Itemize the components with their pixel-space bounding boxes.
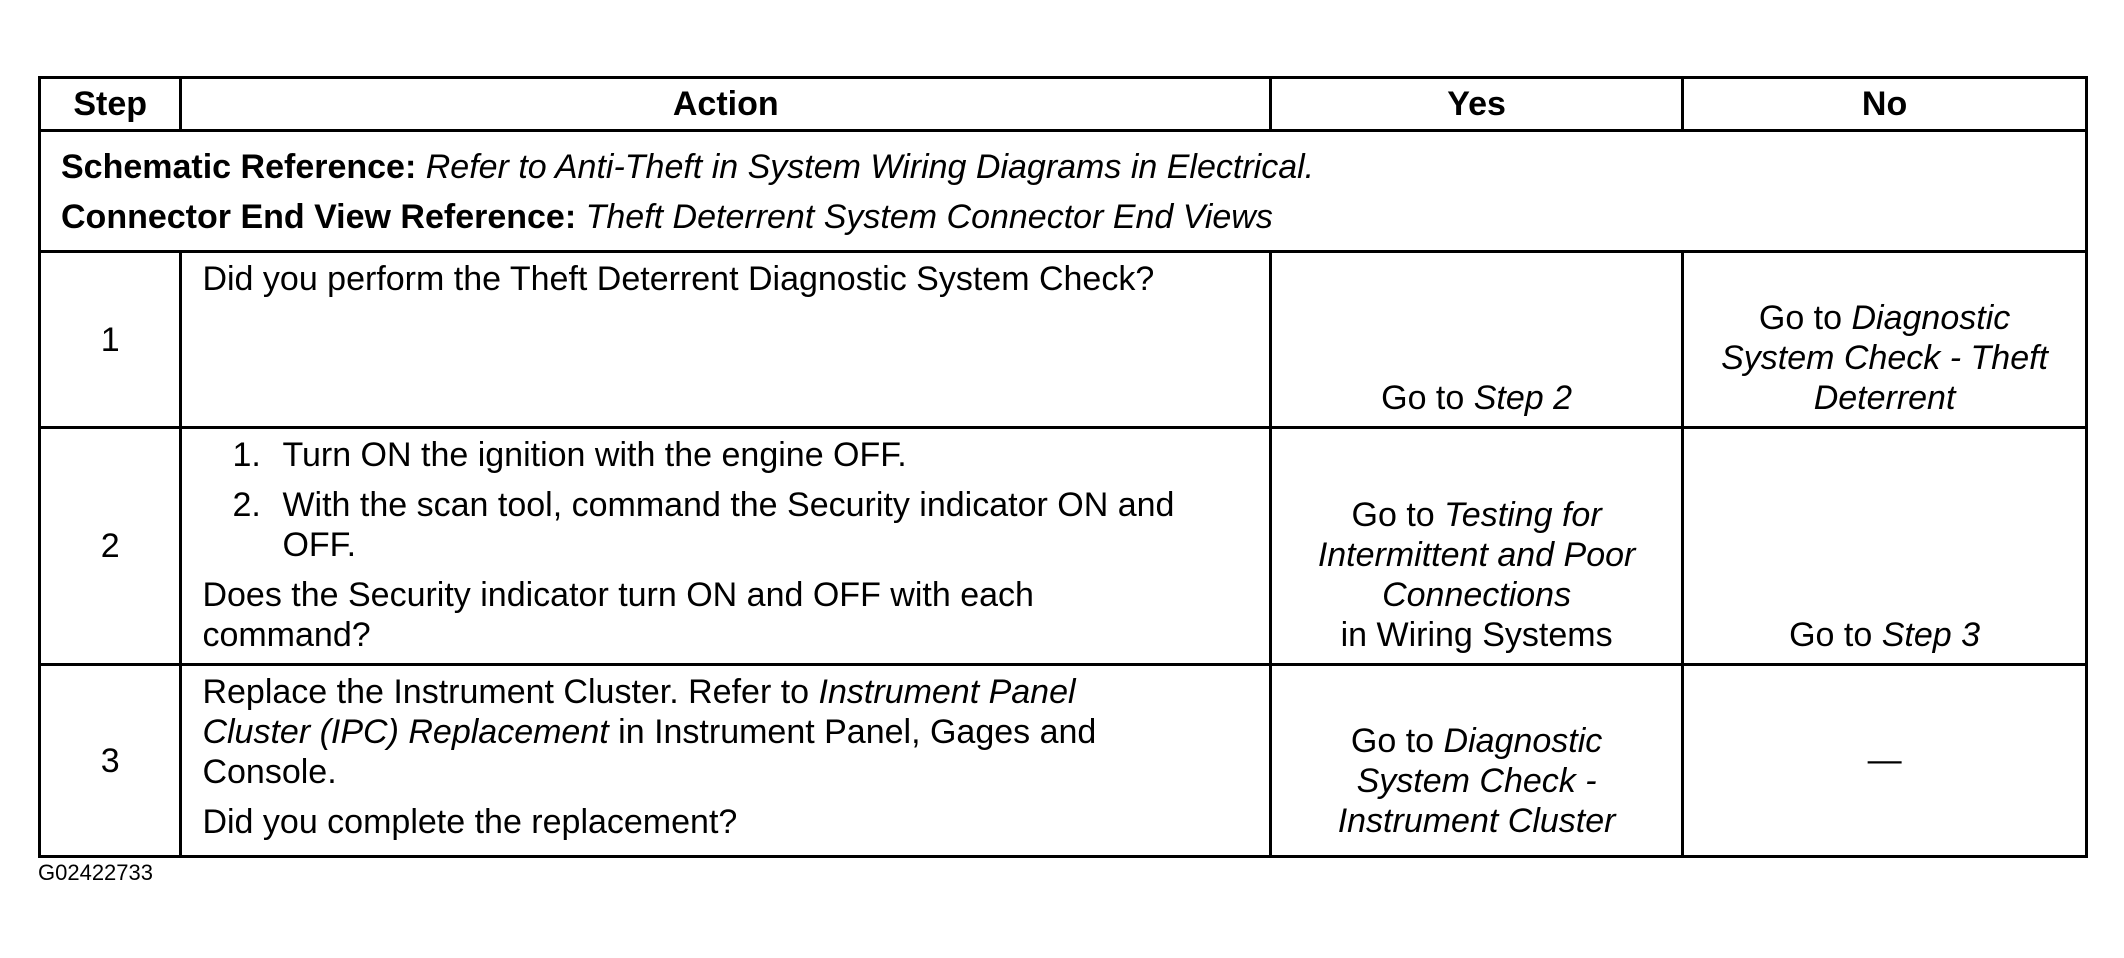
- instruction-suffix: in Instrument Panel, Gages and Console.: [202, 713, 1097, 791]
- no-prefix: Go to: [1789, 616, 1873, 654]
- yes-link-line: Intermittent and Poor: [1317, 536, 1636, 574]
- yes-link-line: Instrument Cluster: [1337, 802, 1616, 840]
- connector-reference-label: Connector End View Reference:: [61, 198, 577, 236]
- action-instruction: [202, 672, 1162, 792]
- table-row: [40, 665, 2087, 857]
- yes-link[interactable]: [1284, 495, 1669, 655]
- no-link[interactable]: [1696, 298, 2073, 418]
- yes-cell: [1271, 665, 1683, 857]
- diagnostic-table: [38, 76, 2088, 858]
- no-link-line: Deterrent: [1813, 379, 1956, 417]
- schematic-reference: [61, 142, 2065, 192]
- step-number: 1: [40, 252, 181, 428]
- header-action: Action: [181, 78, 1271, 131]
- list-item: [202, 485, 1249, 565]
- yes-prefix: Go to: [1351, 496, 1435, 534]
- header-no: No: [1683, 78, 2087, 131]
- instruction-prefix: Replace the Instrument Cluster. Refer to: [202, 673, 810, 711]
- list-item-number: 1.: [232, 436, 261, 474]
- yes-link[interactable]: Step 2: [1473, 379, 1573, 417]
- yes-link[interactable]: [1284, 721, 1669, 841]
- action-cell: [181, 665, 1271, 857]
- yes-suffix: in Wiring Systems: [1340, 616, 1613, 654]
- instruction-link[interactable]: Instrument Panel Cluster (IPC) Replacement: [202, 673, 1076, 751]
- no-cell: [1683, 252, 2087, 428]
- no-cell: [1683, 428, 2087, 665]
- step-number: 2: [40, 428, 181, 665]
- list-item-text: Turn ON the ignition with the engine OFF.: [282, 436, 907, 474]
- no-link-line: Diagnostic: [1851, 299, 2011, 337]
- figure-id: G02422733: [38, 860, 153, 885]
- yes-link-line: Diagnostic: [1443, 722, 1603, 760]
- table-row: [40, 252, 2087, 428]
- connector-reference-link[interactable]: Theft Deterrent System Connector End Views: [585, 198, 1273, 236]
- schematic-reference-label: Schematic Reference:: [61, 148, 417, 186]
- connector-reference: [61, 192, 2065, 242]
- action-steps-list: [202, 435, 1249, 565]
- yes-link-line: Connections: [1382, 576, 1572, 614]
- yes-prefix: Go to: [1381, 379, 1465, 417]
- action-question: Did you perform the Theft Deterrent Diagnostic System Check?: [202, 260, 1155, 298]
- list-item-text: With the scan tool, command the Security indicator ON and OFF.: [282, 486, 1175, 564]
- no-link-line: System Check - Theft: [1721, 339, 2048, 377]
- table-row: [40, 428, 2087, 665]
- action-cell: [181, 428, 1271, 665]
- header-yes: Yes: [1271, 78, 1683, 131]
- yes-cell: [1271, 428, 1683, 665]
- no-link[interactable]: Step 3: [1881, 616, 1981, 654]
- action-question: Does the Security indicator turn ON and OFF with each command?: [202, 576, 1034, 654]
- yes-prefix: Go to: [1350, 722, 1435, 760]
- list-item: [202, 435, 1249, 475]
- header-step: Step: [40, 78, 181, 131]
- header-row: [40, 78, 2087, 131]
- schematic-reference-link[interactable]: Refer to Anti-Theft in System Wiring Diagrams in Electrical.: [425, 148, 1315, 186]
- yes-link-line: System Check -: [1356, 762, 1597, 800]
- list-item-number: 2.: [232, 486, 261, 524]
- action-cell: [181, 252, 1271, 428]
- no-prefix: Go to: [1758, 299, 1843, 337]
- reference-row: [40, 131, 2087, 252]
- no-cell: —: [1683, 665, 2087, 857]
- step-number: 3: [40, 665, 181, 857]
- yes-link-line: Testing for: [1444, 496, 1602, 534]
- yes-cell: [1271, 252, 1683, 428]
- reference-cell: [40, 131, 2087, 252]
- action-question: Did you complete the replacement?: [202, 803, 738, 841]
